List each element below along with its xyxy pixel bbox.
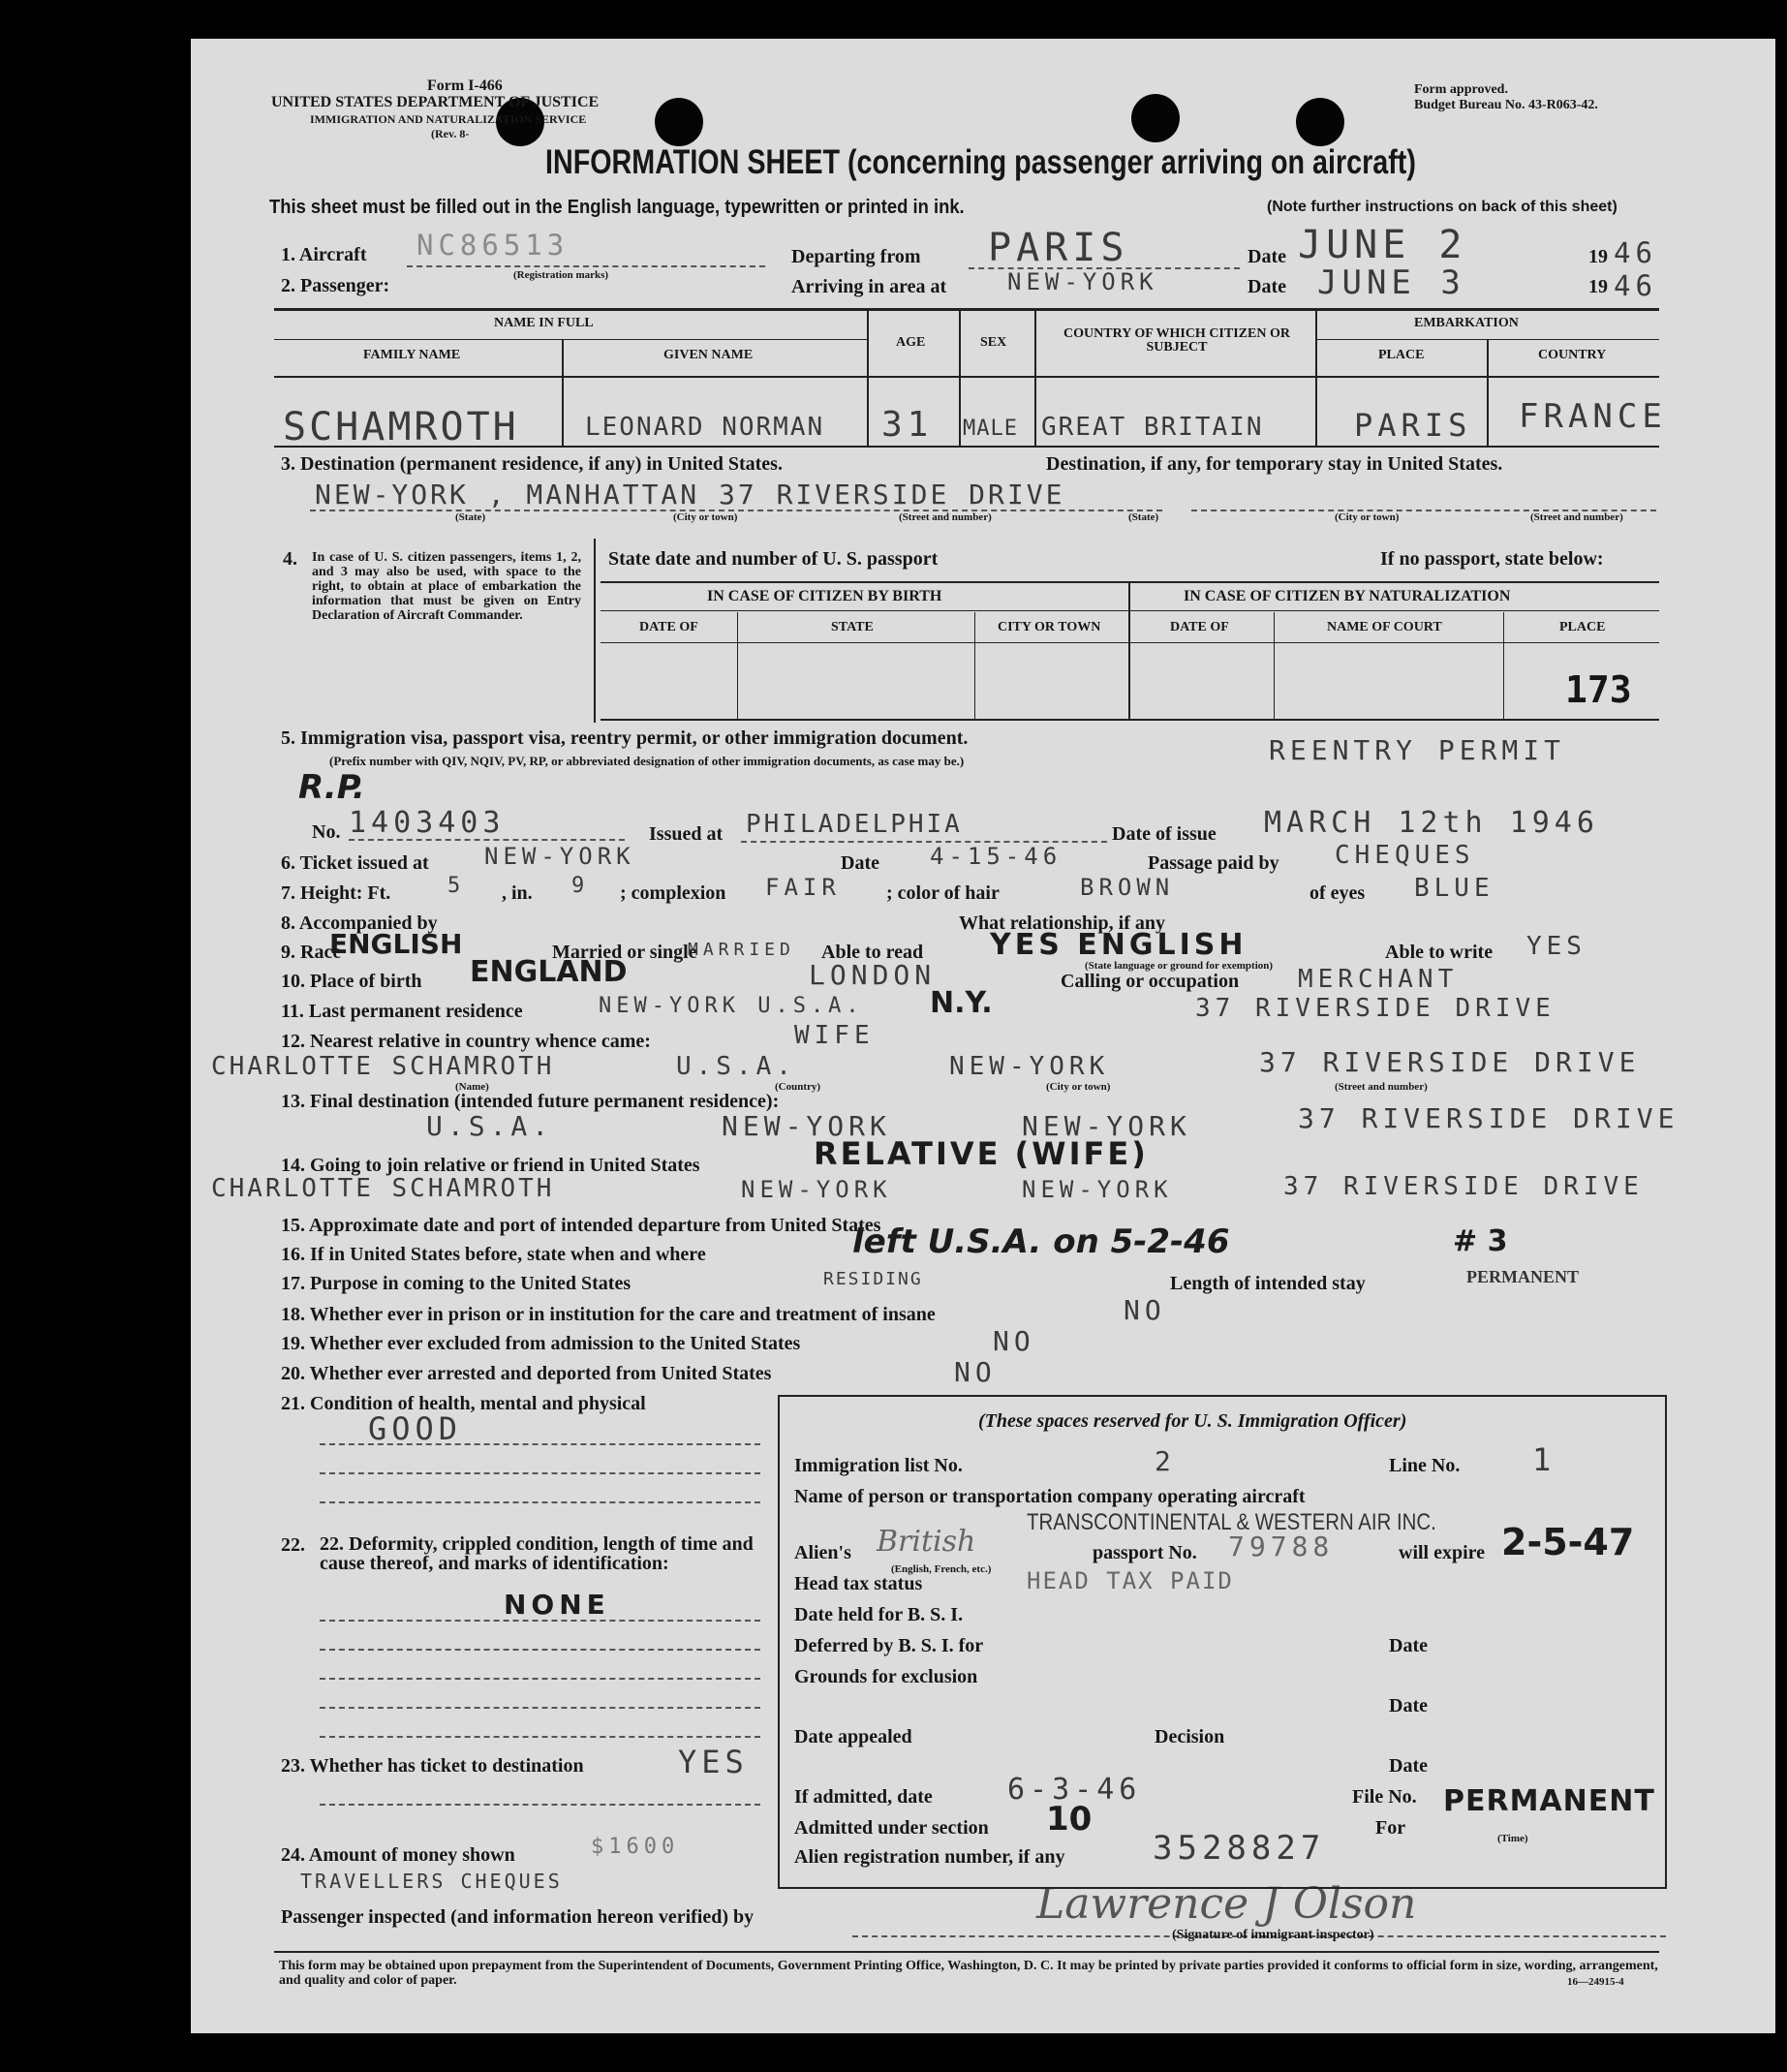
deformity-label: 22. Deformity, crippled condition, length of time and cause thereof, and marks of identification: <box>320 1533 754 1574</box>
health-label: 21. Condition of health, mental and physical <box>281 1393 646 1414</box>
departing-value: PARIS <box>988 226 1129 270</box>
destination-label: 3. Destination (permanent residence, if any) in United States. <box>281 453 783 475</box>
form-number: Form I-466 <box>427 77 503 94</box>
purpose-value: RESIDING <box>823 1269 923 1289</box>
admitted-date-label: If admitted, date <box>794 1786 933 1808</box>
married-value: MARRIED <box>688 940 795 960</box>
list-no-value: 2 <box>1155 1445 1176 1477</box>
sex-value: MALE <box>963 417 1018 441</box>
destination-value: NEW-YORK , MANHATTAN 37 RIVERSIDE DRIVE <box>315 479 1065 510</box>
purpose-label: 17. Purpose in coming to the United States <box>281 1273 632 1294</box>
departing-label: Departing from <box>791 246 921 267</box>
join-city: NEW-YORK <box>1022 1176 1173 1203</box>
departing-year: 46 <box>1614 236 1657 269</box>
deferred-date-label: Date <box>1389 1635 1428 1656</box>
passage-paid-value: CHEQUES <box>1335 841 1475 870</box>
date-issue-value: MARCH 12th 1946 <box>1264 806 1599 840</box>
eyes-value: BLUE <box>1414 874 1494 903</box>
item-4-text: In case of U. S. citizen passengers, items 1, 2, and 3 may also be used, with space to the right, to obtain at place of embarkation the information that must be given on Entry Declaration of Aircraft Commander. <box>312 550 581 623</box>
alien-reg-value: 3528827 <box>1153 1829 1326 1868</box>
arriving-date-value: JUNE 3 <box>1317 263 1465 302</box>
age-header: AGE <box>896 335 926 350</box>
final-street: 37 RIVERSIDE DRIVE <box>1298 1102 1679 1134</box>
write-value: YES <box>1526 932 1587 961</box>
department: UNITED STATES DEPARTMENT OF JUSTICE <box>271 94 600 110</box>
ticket-date-value: 4-15-46 <box>930 843 1063 870</box>
grounds-label: Grounds for exclusion <box>794 1666 978 1687</box>
length-stay-label: Length of intended stay <box>1170 1273 1366 1294</box>
birth-city-header: CITY OR TOWN <box>998 620 1101 634</box>
race-value: ENGLISH <box>329 928 463 960</box>
departing-date-label: Date <box>1248 246 1286 267</box>
document-type-value: REENTRY PERMIT <box>1269 734 1566 766</box>
grounds-date-label: Date <box>1389 1695 1428 1716</box>
birth-state-header: STATE <box>831 620 874 634</box>
birth-city-value: LONDON <box>809 959 937 991</box>
section-label: Admitted under section <box>794 1817 989 1839</box>
prison-label: 18. Whether ever in prison or in institution for the care and treatment of insane <box>281 1304 936 1325</box>
passport-no-label: passport No. <box>1093 1542 1197 1563</box>
last-residence-label: 11. Last permanent residence <box>281 1001 523 1022</box>
section-value: 10 <box>1046 1800 1093 1839</box>
eyes-label: of eyes <box>1309 882 1366 904</box>
birth-date-header: DATE OF <box>639 620 698 634</box>
punch-hole <box>1131 94 1180 142</box>
prison-value: NO <box>1124 1294 1166 1326</box>
nationality-value: British <box>877 1525 976 1559</box>
deported-label: 20. Whether ever arrested and deported from United States <box>281 1363 772 1384</box>
street-caption: (Street and number) <box>899 511 992 523</box>
citizen-by-naturalization-header: IN CASE OF CITIZEN BY NATURALIZATION <box>1184 588 1511 604</box>
complexion-label: ; complexion <box>620 882 726 904</box>
hair-label: ; color of hair <box>886 882 1000 904</box>
date-issue-label: Date of issue <box>1112 823 1217 845</box>
read-value: YES ENGLISH <box>990 928 1248 962</box>
revision: (Rev. 8- <box>431 127 470 140</box>
height-label: 7. Height: Ft. <box>281 882 391 904</box>
note: (Note further instructions on back of this sheet) <box>1267 199 1618 215</box>
ticket-dest-label: 23. Whether has ticket to destination <box>281 1755 584 1777</box>
head-tax-value: HEAD TAX PAID <box>1027 1567 1234 1594</box>
temp-destination-label: Destination, if any, for temporary stay in United States. <box>1046 453 1503 475</box>
embarkation-place-value: PARIS <box>1354 407 1472 444</box>
relationship-label: What relationship, if any <box>959 912 1165 934</box>
name-in-full-header: NAME IN FULL <box>494 316 594 330</box>
health-value: GOOD <box>368 1410 463 1447</box>
year-label-2: 19 <box>1588 276 1608 297</box>
arriving-label: Arriving in area at <box>791 276 947 297</box>
company-value: TRANSCONTINENTAL & WESTERN AIR INC. <box>1027 1509 1436 1535</box>
expire-label: will expire <box>1399 1542 1486 1563</box>
before-section: # 3 <box>1453 1224 1508 1258</box>
instruction: This sheet must be filled out in the English language, typewritten or printed in ink. <box>269 197 965 218</box>
aircraft-label: 1. Aircraft <box>281 244 367 265</box>
ticket-dest-value: YES <box>678 1744 749 1780</box>
reentry-abbrev: R.P. <box>298 768 365 807</box>
court-header: NAME OF COURT <box>1327 620 1442 634</box>
form-approved: Form approved. <box>1414 82 1508 97</box>
company-label: Name of person or transportation company operating aircraft <box>794 1486 1306 1507</box>
given-name-header: GIVEN NAME <box>663 348 754 362</box>
occupation-value: MERCHANT <box>1298 965 1459 994</box>
departure-label: 15. Approximate date and port of intended departure from United States <box>281 1215 881 1236</box>
signature-caption: (Signature of immigrant inspector) <box>1172 1928 1374 1942</box>
item-4-number: 4. <box>283 548 297 570</box>
nationality-hint: (English, French, etc.) <box>891 1563 992 1575</box>
street-caption-2: (Street and number) <box>1530 511 1623 523</box>
inspector-signature: Lawrence J Olson <box>1036 1879 1417 1929</box>
complexion-value: FAIR <box>765 874 841 901</box>
street-caption-3: (Street and number) <box>1335 1081 1428 1093</box>
birthplace-label: 10. Place of birth <box>281 971 422 992</box>
nat-date-header: DATE OF <box>1170 620 1229 634</box>
accompanied-label: 8. Accompanied by <box>281 912 438 934</box>
birth-country-value: ENGLAND <box>470 955 628 989</box>
punch-hole <box>655 98 703 146</box>
doc-no-value: 1403403 <box>349 806 506 840</box>
footer-number: 16—24915-4 <box>1567 1976 1624 1988</box>
age-value: 31 <box>881 405 934 445</box>
line-no-value: 1 <box>1532 1441 1556 1478</box>
embarkation-country-value: FRANCE <box>1519 397 1667 436</box>
excluded-label: 19. Whether ever excluded from admission to the United States <box>281 1333 801 1354</box>
aircraft-value: NC86513 <box>416 229 570 262</box>
registration-marks: (Registration marks) <box>513 269 609 281</box>
read-label: Able to read <box>821 942 924 963</box>
appealed-label: Date appealed <box>794 1726 912 1747</box>
final-country: U.S.A. <box>426 1110 554 1142</box>
passenger-label: 2. Passenger: <box>281 275 390 296</box>
decision-label: Decision <box>1155 1726 1225 1747</box>
city-caption-3: (City or town) <box>1046 1081 1111 1093</box>
final-city: NEW-YORK <box>1022 1110 1191 1142</box>
state-caption-2: (State) <box>1128 511 1159 523</box>
write-label: Able to write <box>1385 942 1494 963</box>
ticket-label: 6. Ticket issued at <box>281 852 429 874</box>
deported-value: NO <box>954 1356 997 1388</box>
money-value: $1600 <box>591 1835 680 1859</box>
aliens-label: Alien's <box>794 1542 851 1563</box>
excluded-value: NO <box>993 1325 1035 1357</box>
decision-date-label: Date <box>1389 1755 1428 1777</box>
embarkation-header: EMBARKATION <box>1414 316 1519 330</box>
last-residence-street: 37 RIVERSIDE DRIVE <box>1195 994 1556 1023</box>
join-street: 37 RIVERSIDE DRIVE <box>1283 1172 1644 1201</box>
deferred-label: Deferred by B. S. I. for <box>794 1635 984 1656</box>
height-in-value: 9 <box>571 874 590 898</box>
citizen-value: GREAT BRITAIN <box>1041 413 1264 442</box>
join-state: NEW-YORK <box>741 1176 892 1203</box>
final-state: NEW-YORK <box>722 1110 891 1142</box>
budget-bureau: Budget Bureau No. 43-R063-42. <box>1414 98 1598 112</box>
admitted-date-value: 6-3-46 <box>1007 1773 1142 1807</box>
relative-relationship: WIFE <box>794 1021 875 1050</box>
relative-name: CHARLOTTE SCHAMROTH <box>211 1052 555 1081</box>
officer-heading: (These spaces reserved for U. S. Immigration Officer) <box>978 1410 1407 1432</box>
nat-place-header: PLACE <box>1559 620 1606 634</box>
city-caption-2: (City or town) <box>1335 511 1400 523</box>
alien-reg-label: Alien registration number, if any <box>794 1846 1065 1868</box>
occupation-label: Calling or occupation <box>1061 971 1240 992</box>
departing-date-value: JUNE 2 <box>1298 223 1467 267</box>
sex-header: SEX <box>980 335 1007 350</box>
passport-no-value: 79788 <box>1228 1531 1335 1562</box>
relative-country: U.S.A. <box>676 1052 796 1081</box>
file-no-label: File No. <box>1352 1786 1417 1808</box>
issued-at-value: PHILADELPHIA <box>746 810 963 839</box>
stamp-number: 173 <box>1565 668 1632 711</box>
before-value: left U.S.A. on 5-2-46 <box>852 1222 1230 1261</box>
last-residence-country: NEW-YORK U.S.A. <box>599 994 864 1018</box>
money-type: TRAVELLERS CHEQUES <box>300 1870 563 1893</box>
item-5-hint: (Prefix number with QIV, NQIV, PV, RP, or abbreviated designation of other immigration documents, as case may be.) <box>329 754 965 768</box>
height-ft-value: 5 <box>447 874 466 898</box>
deformity-number: 22. <box>281 1534 305 1556</box>
money-label: 24. Amount of money shown <box>281 1844 515 1866</box>
final-destination-label: 13. Final destination (intended future permanent residence): <box>281 1091 780 1112</box>
inspected-label: Passenger inspected (and information hereon verified) by <box>281 1906 755 1928</box>
passage-paid-label: Passage paid by <box>1148 852 1279 874</box>
service: IMMIGRATION AND NATURALIZATION SERVICE <box>310 112 587 126</box>
year-label: 19 <box>1588 246 1608 267</box>
state-caption: (State) <box>455 511 486 523</box>
join-relationship: RELATIVE (WIFE) <box>814 1135 1149 1172</box>
list-no-label: Immigration list No. <box>794 1455 963 1476</box>
ticket-at-value: NEW-YORK <box>484 843 635 870</box>
nearest-relative-label: 12. Nearest relative in country whence came: <box>281 1031 651 1052</box>
language-caption: (State language or ground for exemption) <box>1085 960 1274 972</box>
length-stay-value: PERMANENT <box>1466 1267 1579 1286</box>
city-caption: (City or town) <box>673 511 738 523</box>
footer-text: This form may be obtained upon prepayment from the Superintendent of Documents, Government Printing Office, Washington, D. C. It may be printed by private parties provided it conforms to official form in size, wording, arrangement, and quality and color of paper. <box>279 1959 1658 1988</box>
for-value: PERMANENT <box>1443 1784 1655 1818</box>
arriving-value: NEW-YORK <box>1007 268 1158 295</box>
height-in-label: , in. <box>502 882 533 904</box>
race-label: 9. Race <box>281 942 342 963</box>
citizen-header: COUNTRY OF WHICH CITIZEN OR SUBJECT <box>1063 326 1290 355</box>
arriving-year: 46 <box>1614 269 1657 302</box>
family-name-header: FAMILY NAME <box>363 348 461 362</box>
join-label: 14. Going to join relative or friend in United States <box>281 1155 700 1176</box>
bsi-held-label: Date held for B. S. I. <box>794 1604 964 1625</box>
no-passport-label: If no passport, state below: <box>1380 548 1604 570</box>
given-name-value: LEONARD NORMAN <box>585 413 825 442</box>
family-name-value: SCHAMROTH <box>283 405 519 449</box>
last-residence-city: N.Y. <box>930 986 993 1020</box>
arriving-date-label: Date <box>1248 276 1286 297</box>
time-caption: (Time) <box>1497 1833 1528 1844</box>
item-5-label: 5. Immigration visa, passport visa, reentry permit, or other immigration document. <box>281 727 969 749</box>
expire-value: 2-5-47 <box>1501 1521 1635 1563</box>
doc-no-label: No. <box>312 821 341 843</box>
punch-hole <box>1296 98 1344 146</box>
place-header: PLACE <box>1378 348 1425 362</box>
passport-label: State date and number of U. S. passport <box>608 548 939 570</box>
line-no-label: Line No. <box>1389 1455 1461 1476</box>
ticket-date-label: Date <box>841 852 879 874</box>
married-label: Married or single <box>552 942 697 963</box>
form-title: INFORMATION SHEET (concerning passenger arriving on aircraft) <box>545 143 1416 181</box>
citizen-by-birth-header: IN CASE OF CITIZEN BY BIRTH <box>707 588 942 604</box>
relative-street: 37 RIVERSIDE DRIVE <box>1259 1046 1641 1078</box>
relative-city: NEW-YORK <box>949 1052 1110 1081</box>
country-caption: (Country) <box>775 1081 821 1093</box>
hair-value: BROWN <box>1080 874 1175 901</box>
join-name: CHARLOTTE SCHAMROTH <box>211 1174 555 1203</box>
deformity-value: NONE <box>504 1589 610 1621</box>
country-header: COUNTRY <box>1538 348 1607 362</box>
issued-at-label: Issued at <box>649 823 724 845</box>
before-label: 16. If in United States before, state when and where <box>281 1244 706 1265</box>
name-caption: (Name) <box>455 1081 489 1093</box>
head-tax-label: Head tax status <box>794 1573 923 1594</box>
for-label: For <box>1375 1817 1406 1839</box>
